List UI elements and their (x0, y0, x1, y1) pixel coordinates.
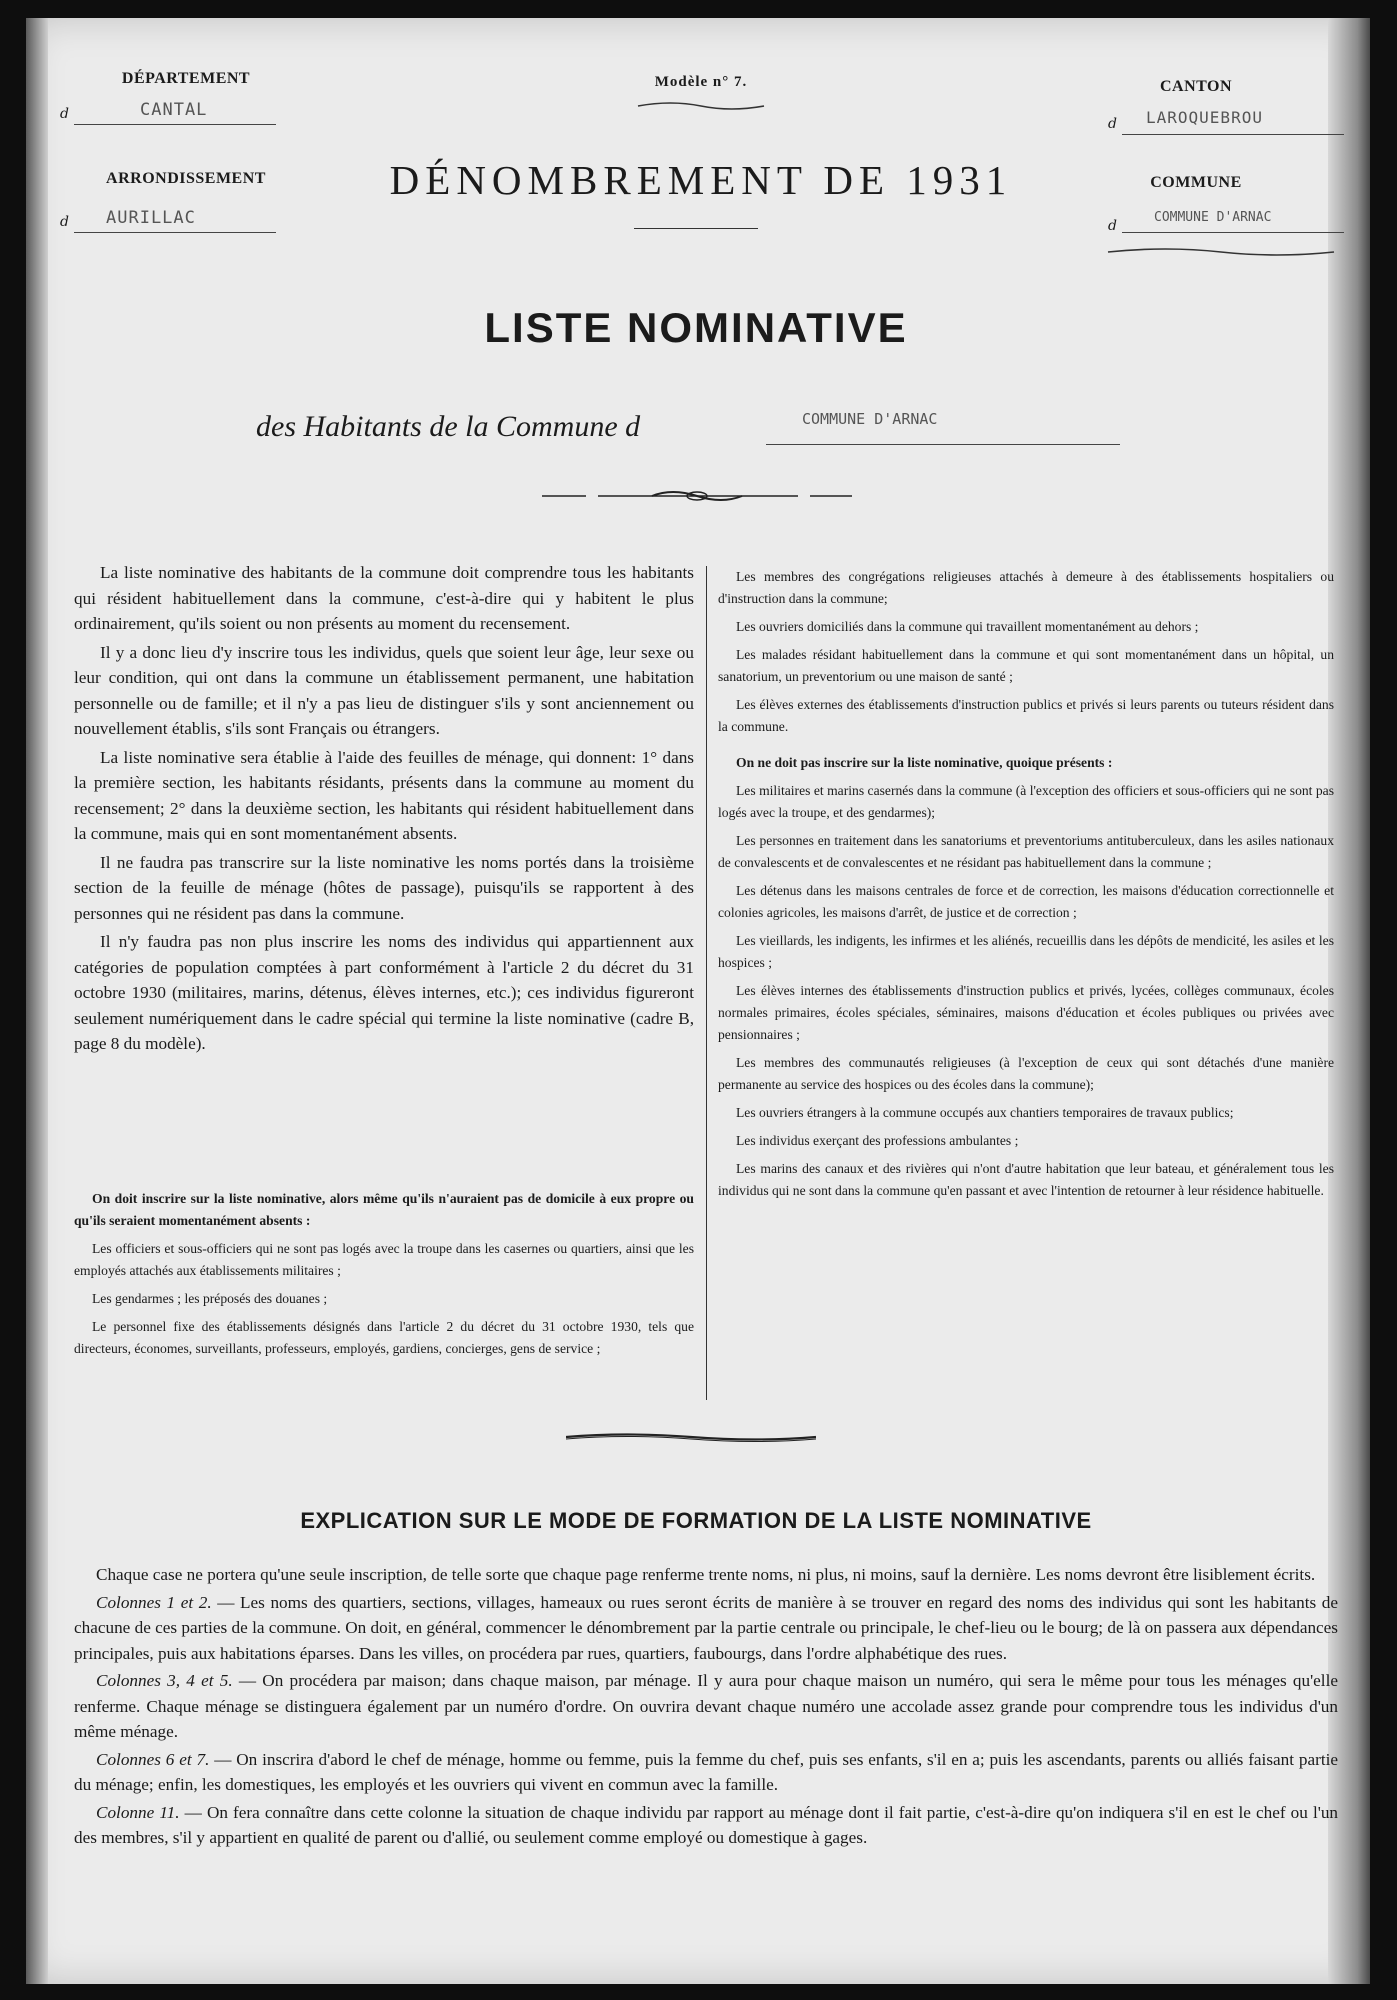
explication-paragraph: Colonnes 1 et 2. — Les noms des quartiers, sections, villages, hameaux ou rues seront écrits de manière à se trouver en regard des noms des individus qui sont les habitants de chacune de ces parties de la commune. On doit, en général, commencer le dénombrement par la partie centrale ou principale, le chef-lieu ou le bourg; de là on passera aux dépendances principales, puis aux habitations éparses. Dans les villes, on procédera par rues, quartiers, faubourgs, dans l'ordre alphabétique des rues. (74, 1592, 1338, 1663)
canton-prefix: d (1108, 116, 1117, 132)
right-item: Les élèves externes des établissements d'instruction publics et privés si leurs parents ou tuteurs résident dans la commune. (718, 697, 1334, 734)
arrondissement-label: ARRONDISSEMENT (106, 170, 266, 187)
left-small-item: Les officiers et sous-officiers qui ne sont pas logés avec la troupe dans les casernes ou quartiers, ainsi que les employés attachés aux établissements militaires ; (74, 1241, 694, 1278)
left-small-item: Les gendarmes ; les préposés des douanes ; (92, 1291, 328, 1306)
left-page-edge (26, 18, 48, 1984)
right-item: Les personnes en traitement dans les sanatoriums et preventoriums antituberculeux, dans les asiles nationaux de convalescents et de convalescentes et ne résidant pas habituellement dans la commune ; (718, 833, 1334, 870)
right-item: Les élèves internes des établissements d'instruction publics et privés, lycées, collèges communaux, écoles normales primaires, écoles spéciales, séminaires, maisons d'éducation et écoles publiques ou privées avec pensionnaires ; (718, 983, 1334, 1042)
census-page (26, 18, 1370, 1984)
departement-field (60, 100, 290, 126)
left-small-heading: On doit inscrire sur la liste nominative, alors même qu'ils n'auraient pas de domicile à eux propre ou qu'ils seraient momentanément absents : (74, 1191, 694, 1228)
explication-text (74, 1562, 1338, 1853)
right-item: Les membres des congrégations religieuses attachés à demeure à des établissements hospitaliers ou d'instruction dans la commune; (718, 569, 1334, 606)
right-item: Les vieillards, les indigents, les infirmes et les aliénés, recueillis dans les dépôts de mendicité, les asiles et les hospices ; (718, 933, 1334, 970)
arrondissement-field (60, 208, 290, 234)
departement-prefix: d (60, 106, 69, 122)
main-title: DÉNOMBREMENT DE 1931 (389, 157, 1013, 203)
right-item: Les ouvriers domiciliés dans la commune qui travaillent momentanément au dehors ; (736, 619, 1199, 634)
left-column-small (74, 1188, 694, 1366)
left-paragraph: La liste nominative des habitants de la commune doit comprendre tous les habitants qui résident habituellement dans la commune, c'est-à-dire qui y habitent le plus ordinairement, qu'ils soient ou non présents au moment du recensement. (74, 563, 694, 633)
left-paragraph: Il y a donc lieu d'y inscrire tous les individus, quels que soient leur âge, leur sexe ou leur condition, qui ont dans la commune un établissement permanent, une habitation personnelle ou de famille; et il n'y a pas lieu de distinguer s'ils y sont anciennement ou nouvellement établis, s'ils sont Français ou étrangers. (74, 642, 694, 738)
arrondissement-prefix: d (60, 214, 69, 230)
departement-label: DÉPARTEMENT (121, 70, 251, 87)
right-heading: On ne doit pas inscrire sur la liste nominative, quoique présents : (736, 755, 1113, 770)
left-paragraph: La liste nominative sera établie à l'aide des feuilles de ménage, qui donnent: 1° dans la première section, les habitants résidants, présents dans la commune au moment du recensement; 2° dans la deuxième section, les habitants qui résident habituellement dans la commune, mais qui en sont momentanément absents. (74, 747, 694, 843)
explication-paragraph: Colonnes 3, 4 et 5. — On procédera par maison; dans chaque maison, par ménage. Il y aura pour chaque maison un numéro, qui sera le même pour tous les ménages qu'elle renferme. Chaque ménage se distinguera également par un numéro d'ordre. On ouvrira devant chaque numéro une accolade assez grande pour comprendre tous les individus d'un même ménage. (74, 1671, 1338, 1741)
commune-label: COMMUNE (1150, 174, 1242, 191)
right-column-text (718, 566, 1334, 1208)
column-divider (706, 566, 707, 1400)
right-item: Les malades résidant habituellement dans la commune et qui sont momentanément dans un hôpital, un sanatorium, un preventorium ou une maison de santé ; (718, 647, 1334, 684)
right-item: Les membres des communautés religieuses (à l'exception de ceux qui sont détachés d'une manière permanente au service des hospices ou des écoles dans la commune); (718, 1055, 1334, 1092)
left-paragraph: Il n'y faudra pas non plus inscrire les noms des individus qui appartiennent aux catégories de population comptées à part conformément à l'article 2 du décret du 31 octobre 1930 (militaires, marins, détenus, élèves internes, etc.); ces individus figureront seulement numériquement dans le cadre spécial qui termine la liste nominative (cadre B, page 8 du modèle). (74, 932, 694, 1053)
left-paragraph: Il ne faudra pas transcrire sur la liste nominative les noms portés dans la troisième section de la feuille de ménage (hôtes de passage), puisqu'ils se rapportent à des personnes qui ne résident pas dans la commune. (74, 852, 694, 923)
habitants-value: COMMUNE D'ARNAC (802, 410, 938, 428)
explication-paragraph: Colonne 11. — On fera connaître dans cette colonne la situation de chaque individu par rapport au ménage dont il fait partie, c'est-à-dire qu'on indiquera s'il en est le chef ou l'un des membres, s'il y appartient en qualité de parent ou d'allié, ou seulement comme employé ou domestique à gages. (74, 1802, 1338, 1847)
explication-paragraph: Chaque case ne portera qu'une seule inscription, de telle sorte que chaque page renferme trente noms, ni plus, ni moins, sauf la dernière. Les noms devront être lisiblement écrits. (96, 1565, 1316, 1584)
left-small-item: Le personnel fixe des établissements désignés dans l'article 2 du décret du 31 octobre 1930, tels que directeurs, économes, surveillants, professeurs, employés, gardiens, concierges, gens de service ; (74, 1319, 694, 1356)
canton-field (1108, 106, 1348, 134)
habitants-line (256, 406, 1156, 450)
explication-title: EXPLICATION SUR LE MODE DE FORMATION DE LA LISTE NOMINATIVE (300, 1508, 1092, 1533)
canton-value: LAROQUEBROU (1146, 108, 1263, 127)
commune-field (1108, 208, 1348, 236)
explication-paragraph: Colonnes 6 et 7. — On inscrira d'abord le chef de ménage, homme ou femme, puis la femme du chef, puis ses enfants, s'il en a; puis les ascendants, parents ou alliés faisant partie du ménage; enfin, les domestiques, les employés et les ouvriers qui vivent en commun avec la famille. (74, 1749, 1338, 1794)
subtitle: LISTE NOMINATIVE (484, 304, 908, 351)
right-item: Les marins des canaux et des rivières qui n'ont d'autre habitation que leur bateau, et généralement tous les individus qui ne sont dans la commune qu'en passant et avec l'intention de retourner à leur résidence habituelle. (718, 1161, 1334, 1198)
modele-flourish (636, 98, 766, 112)
habitants-label: des Habitants de la Commune d (256, 410, 641, 443)
canton-label: CANTON (1159, 78, 1233, 95)
right-item: Les individus exerçant des professions ambulantes ; (736, 1133, 1019, 1148)
modele-number: Modèle n° 7. (654, 74, 748, 90)
commune-prefix: d (1108, 218, 1117, 234)
right-item: Les militaires et marins casernés dans la commune (à l'exception des officiers et sous-officiers qui ne sont pas logés avec la troupe, et des gendarmes); (718, 783, 1334, 820)
ornament-divider (542, 488, 852, 504)
ornament-divider-2 (566, 1430, 816, 1444)
departement-value: CANTAL (140, 100, 208, 120)
commune-value: COMMUNE D'ARNAC (1154, 210, 1272, 225)
right-item: Les détenus dans les maisons centrales de force et de correction, les maisons d'éducation correctionnelle et colonies agricoles, les maisons d'arrêt, de justice et de correction ; (718, 883, 1334, 920)
commune-flourish (1106, 244, 1336, 258)
left-column-text (74, 560, 694, 1060)
arrondissement-value: AURILLAC (106, 208, 196, 228)
right-item: Les ouvriers étrangers à la commune occupés aux chantiers temporaires de travaux publics; (736, 1105, 1234, 1120)
